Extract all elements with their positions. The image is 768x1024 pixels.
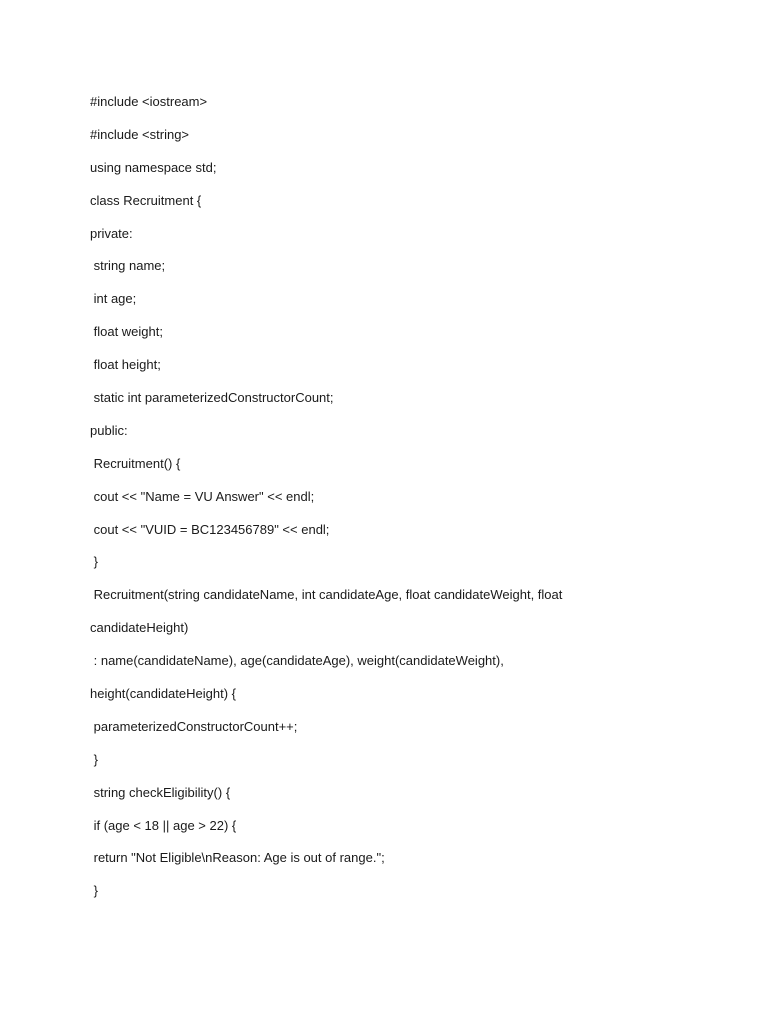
code-line: }: [90, 883, 98, 899]
code-line: class Recruitment {: [90, 192, 202, 208]
code-line: if (age < 18 || age > 22) {: [90, 817, 237, 833]
code-line: private:: [90, 225, 133, 241]
code-line: float height;: [90, 357, 161, 373]
code-line: Recruitment(string candidateName, int candidateAge, float candidateWeight, float: [90, 587, 563, 603]
code-line: Recruitment() {: [90, 455, 181, 471]
code-line: string name;: [90, 258, 166, 274]
code-line: public:: [90, 422, 128, 438]
code-line: #include <iostream>: [90, 94, 208, 109]
code-line: string checkEligibility() {: [90, 784, 231, 800]
code-line: #include <string>: [90, 126, 190, 142]
code-line: }: [90, 751, 98, 767]
code-line: using namespace std;: [90, 159, 217, 175]
code-listing: [90, 93, 730, 915]
code-line: return "Not Eligible\nReason: Age is out of range.";: [90, 850, 385, 866]
code-line: static int parameterizedConstructorCount;: [90, 390, 334, 406]
code-line: : name(candidateName), age(candidateAge), weight(candidateWeight),: [90, 653, 504, 669]
code-line: candidateHeight): [90, 620, 189, 636]
code-line: parameterizedConstructorCount++;: [90, 718, 298, 734]
code-line: float weight;: [90, 324, 163, 340]
code-line: cout << "VUID = BC123456789" << endl;: [90, 521, 330, 537]
code-line: cout << "Name = VU Answer" << endl;: [90, 488, 315, 504]
code-line: int age;: [90, 291, 137, 307]
code-line: height(candidateHeight) {: [90, 686, 236, 702]
code-line: }: [90, 554, 98, 570]
